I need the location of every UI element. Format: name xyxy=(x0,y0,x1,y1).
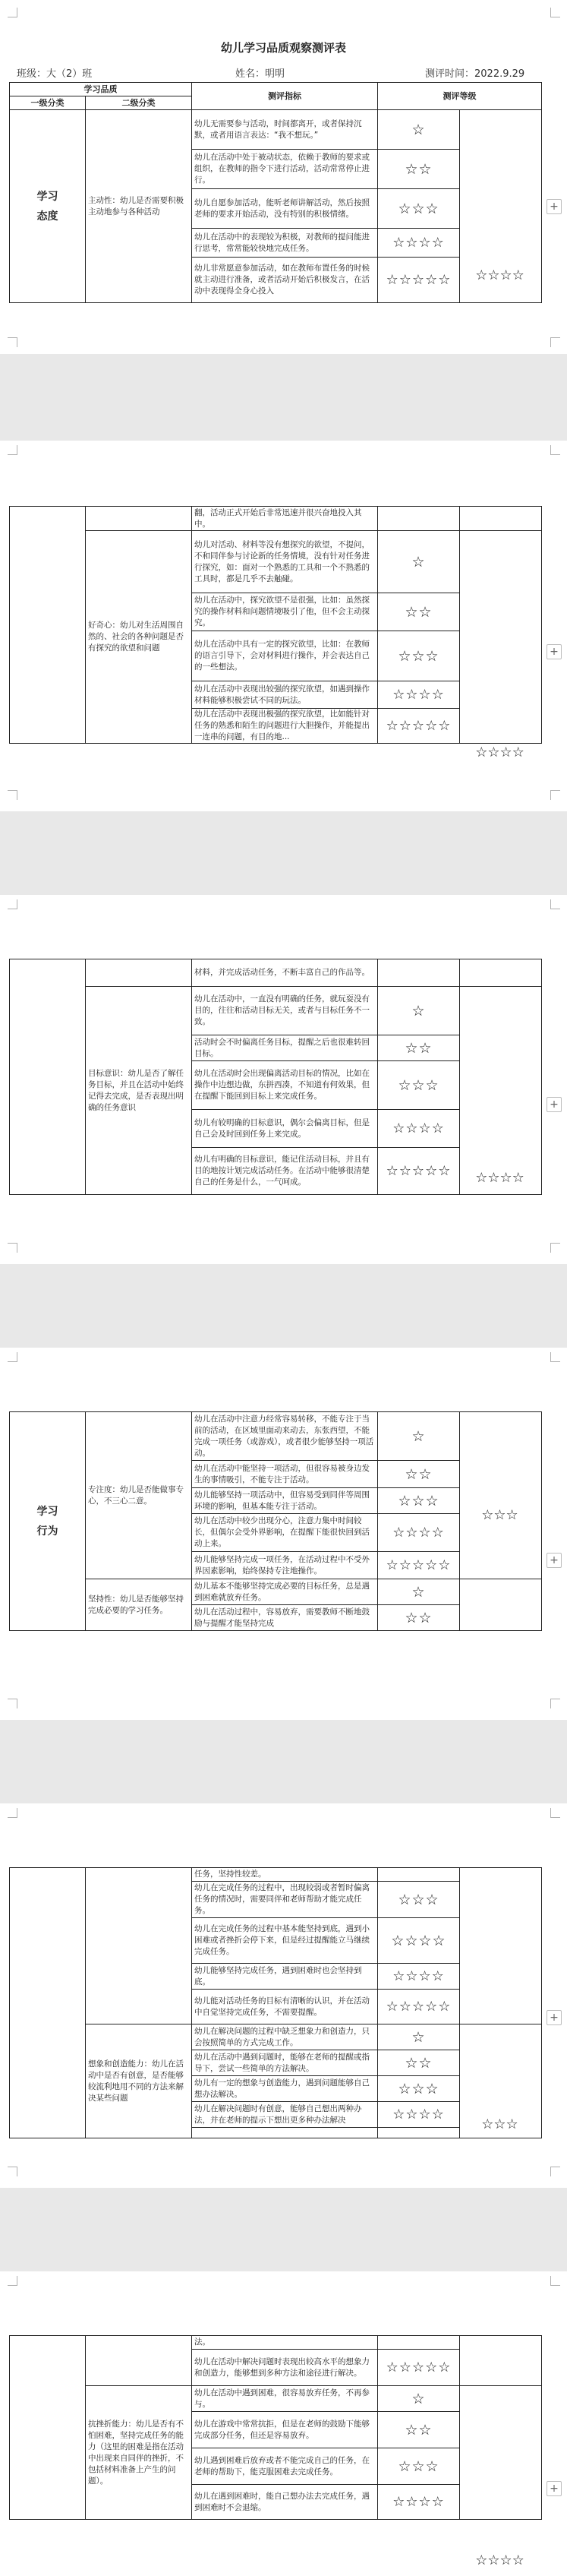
selected-rating: ☆☆☆☆ xyxy=(475,744,524,760)
crop-mark xyxy=(550,337,560,347)
crop-mark xyxy=(8,790,17,800)
crop-mark xyxy=(8,2276,17,2286)
page-5 xyxy=(0,1803,567,2188)
rating-stars: ☆☆ xyxy=(378,1035,460,1061)
rating-cell xyxy=(460,959,542,987)
indicator-cell xyxy=(192,2128,378,2138)
indicator: 幼儿在游戏中常常抗拒，但是在老师的鼓励下能够完成部分任务，但还是容易放弃。 xyxy=(192,2412,378,2448)
indicator: 幼儿在活动中表现出较强的探究欲望，如遇到操作材料能够积极尝试不同的玩法。 xyxy=(192,681,378,709)
page-2 xyxy=(0,441,567,811)
crop-mark xyxy=(8,337,17,347)
rating-stars: ☆☆☆☆ xyxy=(378,681,460,709)
expand-plus-button[interactable]: + xyxy=(547,2010,562,2025)
rating-stars: ☆☆☆ xyxy=(378,2448,460,2485)
rating-stars: ☆☆ xyxy=(378,1605,460,1631)
crop-mark xyxy=(550,2167,560,2176)
rating-stars: ☆ xyxy=(378,531,460,593)
indicator: 幼儿在解决问题时有创意，能够自己想出两种办法，并在老师的提示下想出更多种办法解决 xyxy=(192,2102,378,2128)
sub-goal: 目标意识：幼儿是否了解任务目标，并且在活动中始终记得去完成，是否表现出明确的任务意识 xyxy=(86,987,192,1195)
rating-cell xyxy=(460,507,542,531)
rating-stars: ☆☆☆ xyxy=(378,1882,460,1918)
category-cell xyxy=(10,2336,86,2520)
rating-stars: ☆☆☆☆ xyxy=(378,1514,460,1552)
rating-stars: ☆☆☆☆ xyxy=(378,1918,460,1964)
indicator: 幼儿能够坚持一项活动中，但容易受到同伴等周围环境的影响，但基本能专注于活动。 xyxy=(192,1488,378,1514)
header-quality: 学习品质 xyxy=(10,83,192,96)
crop-mark xyxy=(550,899,560,909)
rating-stars: ☆☆☆ xyxy=(378,189,460,229)
indicator: 幼儿对活动、材料等没有想探究的欲望，不提问，不和同伴参与讨论新的任务情境，没有针对任务进行探究，如：面对一个熟悉的工具和一个不熟悉的工具时，都是几乎不去触碰。 xyxy=(192,531,378,593)
indicator: 幼儿能对活动任务的目标有清晰的认识，并在活动中自觉坚持完成任务，不需要提醒。 xyxy=(192,1990,378,2024)
rating-cell xyxy=(378,507,460,531)
header-level1: 一级分类 xyxy=(10,96,86,110)
expand-plus-button[interactable]: + xyxy=(547,644,562,659)
rating-stars: ☆☆ xyxy=(378,2050,460,2076)
sub-curiosity: 好奇心：幼儿对生活周围自然的、社会的各种问题是否有探究的欲望和问题 xyxy=(86,531,192,744)
rating-stars: ☆ xyxy=(378,110,460,150)
indicator: 幼儿在活动中能坚持一项活动，但很容易被身边发生的事情吸引，不能专注于活动。 xyxy=(192,1461,378,1488)
rating-stars: ☆☆☆☆ xyxy=(378,1964,460,1990)
class-label: 班级：大（2）班 xyxy=(17,68,93,80)
header-grade: 测评等级 xyxy=(378,83,542,110)
indicator: 幼儿有一定的想象与创造能力，遇到问题能够自己想办法解决。 xyxy=(192,2076,378,2102)
indicator: 幼儿在活动中注意力经常容易转移，不能专注于当前的活动，在区域里面动来动去，东张西望，不能完成一项任务（或游戏），或者很少能够坚持一项活动。 xyxy=(192,1412,378,1461)
indicator: 幼儿在完成任务的过程中，出现较弱或者暂时偏离任务的情况时，需要同伴和老师帮助才能完成任务。 xyxy=(192,1882,378,1918)
selected-rating: ☆☆☆☆ xyxy=(475,267,524,283)
crop-mark xyxy=(8,1352,17,1362)
crop-mark xyxy=(550,1808,560,1818)
rating-stars: ☆☆☆ xyxy=(378,1061,460,1110)
rating-stars: ☆☆ xyxy=(378,2412,460,2448)
indicator: 幼儿在活动过程中，容易放弃，需要教师不断地鼓励与提醒才能坚持完成 xyxy=(192,1605,378,1631)
evaluation-time: 测评时间：2022.9.29 xyxy=(425,68,525,80)
page-title: 幼儿学习品质观察测评表 xyxy=(220,41,346,55)
sub-persistence: 坚持性：幼儿是否能够坚持完成必要的学习任务。 xyxy=(86,1579,192,1631)
indicator: 幼儿遇到困难后放弃或者不能完成自己的任务，在老师的帮助下，能克服困难去完成任务。 xyxy=(192,2448,378,2485)
rating-cell xyxy=(378,2336,460,2350)
expand-plus-button[interactable]: + xyxy=(547,2481,562,2496)
rating-stars: ☆☆☆☆ xyxy=(378,229,460,258)
expand-plus-button[interactable]: + xyxy=(547,1553,562,1568)
crop-mark xyxy=(8,1243,17,1253)
page-3 xyxy=(0,895,567,1264)
crop-mark xyxy=(550,790,560,800)
indicator: 任务，坚持性较差。 xyxy=(192,1868,378,1882)
category-cell xyxy=(10,507,86,744)
indicator: 幼儿在活动中的表现较为积极，对教师的提问能进行思考，常常能较快地完成任务。 xyxy=(192,229,378,258)
crop-mark xyxy=(550,445,560,455)
rating-cell xyxy=(378,1868,460,1882)
evaluation-table xyxy=(9,2335,542,2520)
indicator: 幼儿非常愿意参加活动，如在教师布置任务的时候就主动进行准备，或者活动开始后积极发言，在活动中表现得全身心投入 xyxy=(192,258,378,303)
crop-mark xyxy=(550,1699,560,1708)
rating-stars: ☆☆☆☆☆ xyxy=(378,709,460,744)
indicator: 幼儿在解决问题的过程中缺乏想象力和创造力，只会按照简单的方式完成工作。 xyxy=(192,2024,378,2050)
rating-cell xyxy=(460,2336,542,2386)
indicator: 法。 xyxy=(192,2336,378,2350)
rating-stars: ☆ xyxy=(378,2386,460,2412)
rating-stars: ☆☆ xyxy=(378,1461,460,1488)
indicator: 幼儿在完成任务的过程中基本能坚持到底，遇到小困难或者挫折会停下来，但是经过提醒能立马继续完成任务。 xyxy=(192,1918,378,1964)
rating-stars: ☆ xyxy=(378,1412,460,1461)
selected-rating: ☆☆☆ xyxy=(481,1507,518,1523)
category-cell xyxy=(10,1868,86,2138)
indicator: 活动时会不时偏离任务目标，提醒之后也很难转回目标。 xyxy=(192,1035,378,1061)
category-behavior: 学习行为 xyxy=(10,1412,86,1631)
crop-mark xyxy=(8,1699,17,1708)
rating-stars: ☆ xyxy=(378,2024,460,2050)
indicator: 幼儿在活动中表现出极强的探究欲望，比如能针对任务的熟悉和陌生的问题进行大胆操作，并能提出一连串的问题，有目的地... xyxy=(192,709,378,744)
rating-stars: ☆ xyxy=(378,987,460,1035)
rating-stars: ☆☆☆☆☆ xyxy=(378,1148,460,1195)
rating-stars: ☆☆☆☆☆ xyxy=(378,1552,460,1579)
rating-stars: ☆☆☆ xyxy=(378,1488,460,1514)
indicator: 幼儿有较明确的目标意识，偶尔会偏离目标，但是自己会及时回到任务上来完成。 xyxy=(192,1110,378,1148)
sub-cell xyxy=(86,959,192,987)
indicator: 幼儿自愿参加活动，能听老师讲解活动，然后按照老师的要求开始活动，没有特别的积极情绪。 xyxy=(192,189,378,229)
crop-mark xyxy=(8,8,17,17)
rating-stars: ☆☆☆☆ xyxy=(378,1110,460,1148)
crop-mark xyxy=(8,899,17,909)
evaluation-table xyxy=(9,1867,542,2138)
rating-stars: ☆☆☆☆☆ xyxy=(378,258,460,303)
sub-initiative: 主动性：幼儿是否需要积极主动地参与各种活动 xyxy=(86,110,192,303)
indicator: 材料，并完成活动任务，不断丰富自己的作品等。 xyxy=(192,959,378,987)
sub-imagination: 想象和创造能力：幼儿在活动中是否有创意，是否能够较流利地用不同的方法来解决某些问题 xyxy=(86,2024,192,2138)
rating-stars: ☆☆☆ xyxy=(378,2076,460,2102)
selected-rating: ☆☆☆☆ xyxy=(475,1170,524,1186)
indicator: 幼儿在活动中遇到困难，很容易放弃任务，不再参与。 xyxy=(192,2386,378,2412)
rating-cell xyxy=(460,1868,542,2024)
rating-cell xyxy=(378,959,460,987)
indicator: 幼儿在活动中较少出现分心，注意力集中时间较长，但偶尔会受外界影响，在提醒下能很快回到活动上来。 xyxy=(192,1514,378,1552)
crop-mark xyxy=(8,2167,17,2176)
expand-plus-button[interactable]: + xyxy=(547,1097,562,1112)
indicator: 幼儿在活动中遇到问题时，能够在老师的提醒或指导下，尝试一些简单的方法解决。 xyxy=(192,2050,378,2076)
indicator: 幼儿在活动中具有一定的探究欲望，比如：在教师的语言引导下，会对材料进行操作，并会表达自己的一些想法。 xyxy=(192,631,378,681)
rating-stars: ☆ xyxy=(378,1579,460,1605)
indicator: 幼儿基本不能够坚持完成必要的目标任务，总是遇到困难就放弃任务。 xyxy=(192,1579,378,1605)
rating-cell xyxy=(378,2128,460,2138)
page-1 xyxy=(0,0,567,354)
rating-stars: ☆☆ xyxy=(378,593,460,631)
student-name: 姓名：明明 xyxy=(235,68,285,80)
crop-mark xyxy=(550,1352,560,1362)
rating-stars: ☆☆☆ xyxy=(378,631,460,681)
sub-focus: 专注度：幼儿是否能做事专心，不三心二意。 xyxy=(86,1412,192,1579)
indicator: 幼儿有明确的目标意识，能记住活动目标，并且有目的地按计划完成活动任务。在活动中能够很清楚自己的任务是什么，一气呵成。 xyxy=(192,1148,378,1195)
rating-stars: ☆☆☆☆ xyxy=(378,2485,460,2520)
expand-plus-button[interactable]: + xyxy=(547,199,562,214)
crop-mark xyxy=(8,445,17,455)
evaluation-table xyxy=(9,959,542,1195)
page-6 xyxy=(0,2271,567,2576)
rating-stars: ☆☆☆☆☆ xyxy=(378,1990,460,2024)
rating-stars: ☆☆☆☆ xyxy=(378,2102,460,2128)
evaluation-table xyxy=(9,506,542,744)
header-indicator: 测评指标 xyxy=(192,83,378,110)
crop-mark xyxy=(550,1243,560,1253)
rating-cell xyxy=(460,531,542,744)
indicator: 幼儿在遇到困难时，能自己想办法去完成任务，遇到困难时不会退缩。 xyxy=(192,2485,378,2520)
category-attitude: 学习态度 xyxy=(10,110,86,303)
page-4 xyxy=(0,1348,567,1720)
indicator: 幼儿在活动时会出现偏离活动目标的情况，比如在操作中边想边做，东拼西凑，不知道有何效果，但在提醒下能回到目标上来完成任务。 xyxy=(192,1061,378,1110)
indicator: 幼儿无需要参与活动，时间都离开，或者保持沉默，或者用语言表达：“我不想玩。” xyxy=(192,110,378,150)
indicator: 幼儿在活动中解决问题时表现出较高水平的想象力和创造力，能够想到多种方法和途径进行解决。 xyxy=(192,2350,378,2386)
crop-mark xyxy=(550,2276,560,2286)
crop-mark xyxy=(550,8,560,17)
sub-cell xyxy=(86,2336,192,2386)
indicator: 翻，活动正式开始后非常迅速并很兴奋地投入其中。 xyxy=(192,507,378,531)
rating-stars: ☆☆ xyxy=(378,150,460,189)
rating-cell xyxy=(460,1579,542,1631)
selected-rating: ☆☆☆ xyxy=(481,2116,518,2132)
header-level2: 二级分类 xyxy=(86,96,192,110)
category-cell xyxy=(10,959,86,1195)
indicator: 幼儿在活动中，探究欲望不是很强，比如：虽然探究的操作材料和问题情境吸引了他，但不会主动探究。 xyxy=(192,593,378,631)
rating-cell xyxy=(460,2386,542,2520)
sub-cell xyxy=(86,1868,192,2024)
rating-cell xyxy=(460,987,542,1195)
sub-frustration: 抗挫折能力：幼儿是否有不怕困难，坚持完成任务的能力（这里的困难是指在活动中出现来自同伴的挫折，不包括材料准备上产生的问题）。 xyxy=(86,2386,192,2520)
indicator: 幼儿能够坚持完成任务，遇到困难时也会坚持到底。 xyxy=(192,1964,378,1990)
rating-stars: ☆☆☆☆☆ xyxy=(378,2350,460,2386)
selected-rating: ☆☆☆☆ xyxy=(475,2552,524,2568)
crop-mark xyxy=(8,1808,17,1818)
indicator: 幼儿能够坚持完成一项任务，在活动过程中不受外界因素影响，始终保持专注地操作。 xyxy=(192,1552,378,1579)
indicator: 幼儿在活动中，一直没有明确的任务，就玩耍没有目的，往往和活动目标无关，或者与目标任务不一致。 xyxy=(192,987,378,1035)
rating-cell xyxy=(460,1412,542,1579)
sub-cell xyxy=(86,507,192,531)
indicator: 幼儿在活动中处于被动状态，依赖于教师的要求或组织，在教师的指令下进行活动，活动常常停止进行。 xyxy=(192,150,378,189)
